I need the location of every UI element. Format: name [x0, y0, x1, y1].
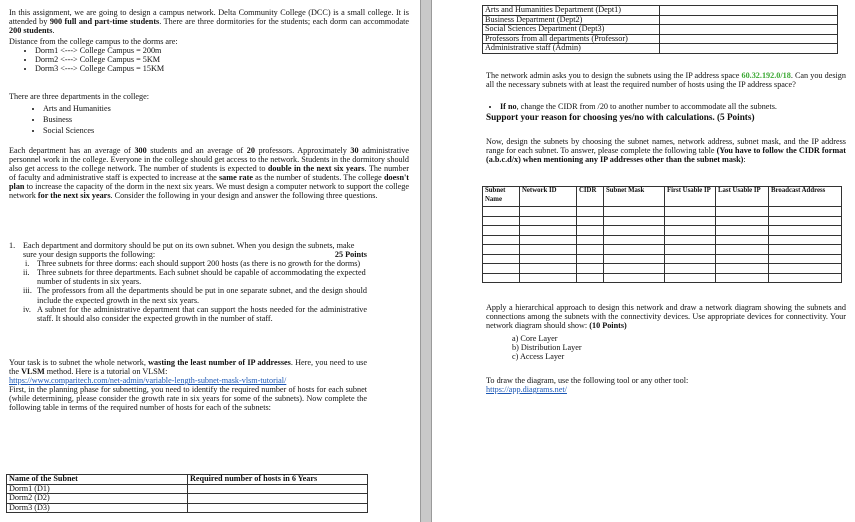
table-row — [483, 226, 842, 236]
table-cell[interactable] — [577, 254, 604, 264]
table-header: Name of the Subnet — [7, 475, 188, 485]
hierarchical-paragraph: Apply a hierarchical approach to design this network and draw a network diagram showing the subnets and connections among the subnets with the connectivity devices. Use appropriate devices for connectivity. Your network diagram should show: (10 Points) — [486, 303, 846, 331]
table-cell[interactable] — [483, 264, 520, 274]
subnet-design-table — [482, 186, 842, 283]
department-item: • Social Sciences — [43, 125, 413, 136]
table-cell[interactable] — [769, 245, 842, 255]
design-instruction: Now, design the subnets by choosing the subnet names, network address, subnet mask, and the IP address range for each subnet. To answer, please complete the following table (You have to follow the CIDR format (a.b.c.d/x) when mentioning any IP addresses other than the subnet mask): — [486, 137, 846, 165]
table-cell[interactable] — [604, 216, 665, 226]
diagrams-link[interactable]: https://app.diagrams.net/ — [486, 385, 567, 395]
table-row — [483, 25, 838, 35]
table-cell[interactable] — [716, 273, 769, 283]
intro-paragraph: In this assignment, we are going to design a campus network. Delta Community College (DCC) is a small college. It is attended by 900 full and part-time students. There are three dormitories for the students; each dorm can accommodate 200 students. — [9, 8, 410, 36]
table-cell[interactable] — [604, 207, 665, 217]
distance-title: Distance from the college campus to the dorms are: — [9, 37, 178, 46]
table-cell[interactable] — [483, 226, 520, 236]
table-cell[interactable] — [577, 245, 604, 255]
table-cell[interactable] — [769, 207, 842, 217]
table-cell[interactable] — [660, 6, 838, 16]
table-cell[interactable] — [577, 226, 604, 236]
table-row — [483, 207, 842, 217]
question-1-item: ii. Three subnets for three departments. Each subnet should be capable of accommodating the expected number of students in six years. — [23, 268, 366, 287]
table-cell[interactable] — [604, 273, 665, 283]
table-row — [483, 44, 838, 54]
admin-ask-paragraph: The network admin asks you to design the subnets using the IP address space 60.32.192.0/18. Can you design all the necessary subnets with at least the required number of hosts using the IP address space? — [486, 71, 846, 90]
table-cell[interactable] — [769, 235, 842, 245]
enrollment-paragraph: Each department has an average of 300 students and an average of 20 professors. Approximately 30 administrative personnel work in the college. Everyone in the college should get access to the network. Students in the dormitory should also get access to the college network. The number of students is expected to double in the next six years. The number of faculty and administrative staff is expected to increase at the same rate as the number of students. The college doesn't plan to increase the capacity of the dorm in the next six years. We must design a computer network to support the college network for the next six years. Consider the following in your design and answer the following three questions. — [9, 146, 410, 201]
table-cell[interactable] — [520, 273, 577, 283]
department-item: • Business — [43, 114, 413, 125]
table-cell[interactable] — [188, 484, 368, 494]
table-header: Network ID — [520, 187, 577, 207]
table-cell[interactable] — [716, 207, 769, 217]
table-cell[interactable] — [716, 245, 769, 255]
if-no-bullet — [486, 102, 846, 111]
table-cell[interactable] — [716, 235, 769, 245]
department-item: • Arts and Humanities — [43, 103, 413, 114]
table-cell[interactable] — [604, 254, 665, 264]
left-document-page — [0, 0, 420, 522]
bullet-item: • If no, change the CIDR from /20 to another number to accommodate all the subnets. — [500, 102, 846, 111]
table-cell[interactable] — [188, 503, 368, 513]
distance-item: • Dorm3 <---> College Campus = 15KM — [35, 64, 415, 73]
task-paragraph: Your task is to subnet the whole network, wasting the least number of IP addresses. Here, you need to use the VLSM method. Here is a tutorial on VLSM: https://www.comparitech.com/net-admin/variable-length-subnet-mask-vlsm-tutorial/ First, in the planning phase for subnetting, you need to identify the required number of hosts for each subnet (while determining, please consider the growth rate in six years for some of the subnets). Now complete the following table in terms of the required number of hosts for each of the subnets: — [9, 358, 368, 413]
layer-item: a) Core Layer — [512, 334, 558, 343]
table-cell[interactable] — [665, 264, 716, 274]
table-cell[interactable] — [665, 207, 716, 217]
table-header: Required number of hosts in 6 Years — [188, 475, 368, 485]
table-cell[interactable] — [520, 235, 577, 245]
table-cell[interactable] — [660, 34, 838, 44]
question-1: 1. Each department and dormitory should be put on its own subnet. When you design the subnets, make sure your design supports the following: 25 Points i. Three subnets for three dorms: each should support 200 hosts (as there is no growth for the dorms) ii. Three subnets for three departments. Each subnet should be capable of accommodating the expected number of students in six years. iii. The professors from all the departments should be put in one separate subnet, and the design should include the expected growth in the next six years. iv. A subnet for the administrative department that can support the hosts needed for the administrative staff. It should also consider the expected growth in the number of staff. — [9, 241, 367, 323]
table-cell: Dorm2 (D2) — [7, 494, 188, 504]
layer-item: c) Access Layer — [512, 352, 565, 362]
table-cell: Professors from all departments (Professor) — [483, 34, 660, 44]
continued-hosts-table — [482, 5, 838, 54]
table-row — [483, 235, 842, 245]
table-cell[interactable] — [665, 226, 716, 236]
table-cell[interactable] — [520, 245, 577, 255]
table-cell[interactable] — [577, 207, 604, 217]
table-row — [483, 6, 838, 16]
tool-paragraph: To draw the diagram, use the following tool or any other tool: https://app.diagrams.net/ — [486, 376, 689, 395]
table-cell[interactable] — [660, 25, 838, 35]
table-row — [7, 494, 368, 504]
table-row — [483, 254, 842, 264]
table-header: CIDR — [577, 187, 604, 207]
question-1-text: Each department and dormitory should be put on its own subnet. When you design the subnets, make sure your design supports the following: — [23, 241, 355, 260]
table-cell[interactable] — [604, 235, 665, 245]
vlsm-tutorial-link[interactable]: https://www.comparitech.com/net-admin/variable-length-subnet-mask-vlsm-tutorial/ — [9, 376, 287, 386]
table-cell[interactable] — [188, 494, 368, 504]
table-cell[interactable] — [520, 207, 577, 217]
table-cell[interactable] — [660, 15, 838, 25]
table-cell[interactable] — [660, 44, 838, 54]
table-cell[interactable] — [483, 216, 520, 226]
table-row — [7, 484, 368, 494]
table-cell[interactable] — [483, 235, 520, 245]
table-cell[interactable] — [665, 245, 716, 255]
table-cell[interactable] — [665, 254, 716, 264]
support-instruction: Support your reason for choosing yes/no with calculations. (5 Points) — [486, 112, 755, 122]
right-document-page — [432, 0, 855, 522]
table-cell[interactable] — [665, 273, 716, 283]
table-cell[interactable] — [520, 226, 577, 236]
table-row — [483, 264, 842, 274]
table-cell[interactable] — [604, 264, 665, 274]
table-cell[interactable] — [665, 235, 716, 245]
table-cell[interactable] — [716, 216, 769, 226]
table-cell[interactable] — [483, 207, 520, 217]
table-cell[interactable] — [483, 254, 520, 264]
departments-title: There are three departments in the college: — [9, 92, 150, 101]
departments-list — [9, 103, 413, 136]
hosts-table — [6, 474, 368, 513]
question-1-points: 25 Points — [334, 250, 367, 260]
table-cell[interactable] — [665, 216, 716, 226]
table-cell[interactable] — [769, 264, 842, 274]
question-1-item: iv. A subnet for the administrative department that can support the hosts needed for the administrative staff. It should also consider the expected growth in the number of staff. — [23, 304, 367, 323]
distance-list — [9, 46, 415, 73]
table-cell[interactable] — [769, 216, 842, 226]
table-cell: Dorm1 (D1) — [7, 484, 188, 494]
table-cell: Administrative staff (Admin) — [483, 44, 660, 54]
distance-item: • Dorm2 <---> College Campus = 5KM — [35, 55, 415, 64]
table-cell[interactable] — [577, 273, 604, 283]
table-row — [7, 503, 368, 513]
table-header: Subnet Mask — [604, 187, 665, 207]
table-cell: Dorm3 (D3) — [7, 503, 188, 513]
table-cell[interactable] — [520, 264, 577, 274]
table-cell[interactable] — [520, 254, 577, 264]
layer-item: b) Distribution Layer — [512, 343, 582, 353]
table-row — [483, 245, 842, 255]
table-cell[interactable] — [716, 254, 769, 264]
table-header-row — [483, 187, 842, 207]
table-cell: Arts and Humanities Department (Dept1) — [483, 6, 660, 16]
table-cell[interactable] — [483, 245, 520, 255]
question-1-item: iii. The professors from all the departments should be put in one separate subnet, and the design should include the expected growth in the next six years. — [23, 286, 367, 305]
table-cell: Social Sciences Department (Dept3) — [483, 25, 660, 35]
table-cell[interactable] — [716, 264, 769, 274]
table-cell[interactable] — [604, 226, 665, 236]
table-header: Last Usable IP — [716, 187, 769, 207]
table-cell[interactable] — [769, 273, 842, 283]
table-header-row — [7, 475, 368, 485]
table-header: Subnet Name — [483, 187, 520, 207]
question-1-item: i. Three subnets for three dorms: each should support 200 hosts (as there is no growth for the dorms) — [25, 259, 361, 269]
page-gutter — [420, 0, 432, 522]
layers-list — [512, 334, 812, 361]
table-cell[interactable] — [716, 226, 769, 236]
table-cell[interactable] — [769, 254, 842, 264]
table-cell[interactable] — [483, 273, 520, 283]
table-header: First Usable IP — [665, 187, 716, 207]
planning-text: First, in the planning phase for subnetting, you need to identify the required number of hosts for each subnet (while determining, please consider the growth rate in six years for some of the subnets). Now complete the following table in terms of the required number of hosts for each of the subnets: — [9, 385, 367, 413]
table-cell[interactable] — [520, 216, 577, 226]
table-row — [483, 273, 842, 283]
distance-item: • Dorm1 <---> College Campus = 200m — [35, 46, 415, 55]
table-cell[interactable] — [577, 216, 604, 226]
table-cell[interactable] — [577, 264, 604, 274]
table-header: Broadcast Address — [769, 187, 842, 207]
table-cell: Business Department (Dept2) — [483, 15, 660, 25]
table-row — [483, 216, 842, 226]
table-cell[interactable] — [577, 235, 604, 245]
table-cell[interactable] — [769, 226, 842, 236]
table-cell[interactable] — [604, 245, 665, 255]
